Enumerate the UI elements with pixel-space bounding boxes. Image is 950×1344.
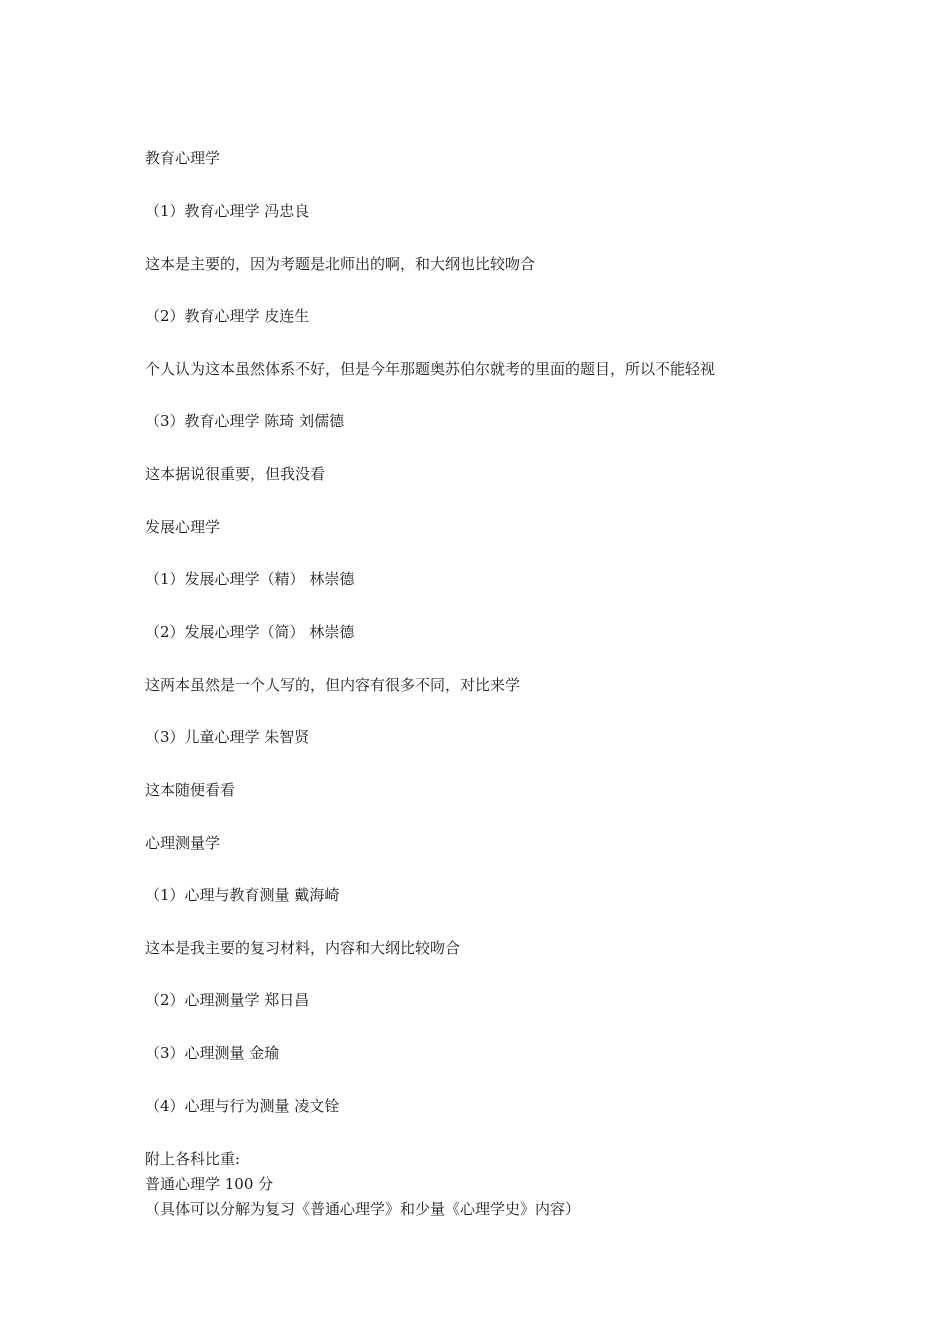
section-heading-developmental-psychology: 发展心理学 — [145, 518, 221, 536]
book-entry: （4）心理与行为测量 凌文铨 — [145, 1097, 340, 1115]
book-entry: （3）心理测量 金瑜 — [145, 1044, 280, 1062]
book-entry: （2）教育心理学 皮连生 — [145, 307, 310, 325]
book-comment: 这本随便看看 — [145, 781, 236, 799]
book-entry: （2）发展心理学（简） 林崇德 — [145, 623, 355, 641]
book-entry: （1）教育心理学 冯忠良 — [145, 202, 310, 220]
book-comment: 这本据说很重要，但我没看 — [145, 465, 326, 483]
section-heading-educational-psychology: 教育心理学 — [145, 149, 221, 167]
section-heading-psychometrics: 心理测量学 — [145, 834, 221, 852]
book-entry: （1）心理与教育测量 戴海崎 — [145, 886, 340, 904]
book-comment: 这本是主要的，因为考题是北师出的啊，和大纲也比较吻合 — [145, 255, 536, 273]
book-entry: （3）儿童心理学 朱智贤 — [145, 728, 310, 746]
weights-heading: 附上各科比重: — [145, 1150, 241, 1168]
book-comment: 这本是我主要的复习材料，内容和大纲比较吻合 — [145, 939, 461, 957]
book-comment: 这两本虽然是一个人写的，但内容有很多不同，对比来学 — [145, 676, 521, 694]
book-entry: （2）心理测量学 郑日昌 — [145, 991, 310, 1009]
weight-note: （具体可以分解为复习《普通心理学》和少量《心理学史》内容） — [145, 1200, 581, 1218]
weight-entry: 普通心理学 100 分 — [145, 1175, 274, 1193]
book-comment: 个人认为这本虽然体系不好，但是今年那题奥苏伯尔就考的里面的题目，所以不能轻视 — [145, 360, 716, 378]
book-entry: （1）发展心理学（精） 林崇德 — [145, 570, 355, 588]
book-entry: （3）教育心理学 陈琦 刘儒德 — [145, 412, 345, 430]
